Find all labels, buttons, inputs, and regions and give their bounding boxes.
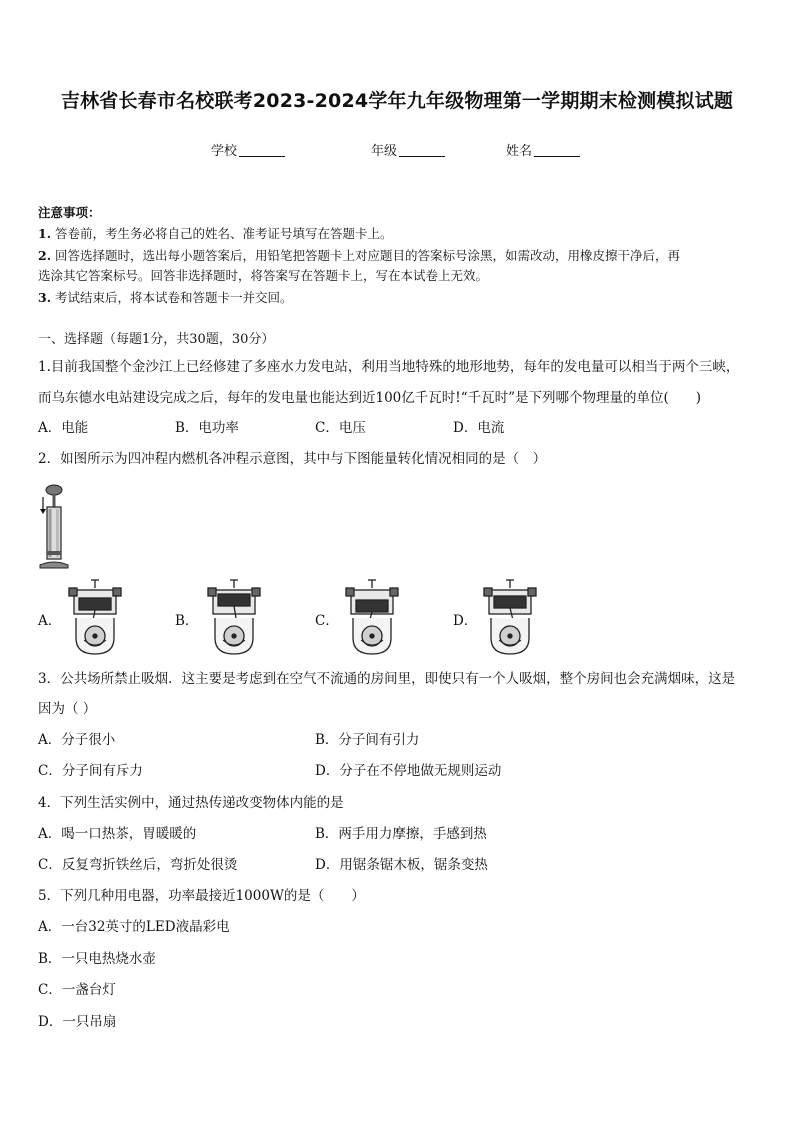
q5-option-a[interactable]: A．一台32英寸的LED液晶彩电 xyxy=(38,919,230,935)
school-label: 学校 xyxy=(211,144,238,159)
air-pump-figure xyxy=(36,483,72,569)
engine-diagram-d[interactable] xyxy=(481,578,539,656)
notice-title: 注意事项： xyxy=(38,205,101,220)
engine-diagram-b[interactable] xyxy=(205,578,263,656)
q1-option-d[interactable]: D．电流 xyxy=(453,420,505,436)
engine-diagram-a[interactable] xyxy=(66,578,124,656)
page-title: 吉林省长春市名校联考2023-2024学年九年级物理第一学期期末检测模拟试题 xyxy=(60,90,734,112)
name-blank[interactable] xyxy=(534,144,580,157)
q4-option-d[interactable]: D．用锯条锯木板，锯条变热 xyxy=(315,857,488,873)
q3-stem-line2: 因为（ ） xyxy=(38,701,97,717)
q2-option-d[interactable]: D． xyxy=(453,613,478,629)
school-field xyxy=(211,140,285,159)
notice-item-2: 2. 回答选择题时，选出每小题答案后，用铅笔把答题卡上对应题目的答案标号涂黑，如需改动，用橡皮擦干净后，再 xyxy=(38,248,681,263)
q2-option-b[interactable]: B． xyxy=(175,613,199,629)
notice-item-1: 1. 答卷前，考生务必将自己的姓名、准考证号填写在答题卡上。 xyxy=(38,226,393,241)
engine-diagram-c[interactable] xyxy=(343,578,401,656)
q3-stem-line1: 3．公共场所禁止吸烟．这主要是考虑到在空气不流通的房间里，即使只有一个人吸烟，整个房间也会充满烟味，这是 xyxy=(38,671,736,687)
name-label: 姓名 xyxy=(506,144,533,159)
q5-option-d[interactable]: D．一只吊扇 xyxy=(38,1014,117,1030)
q4-stem: 4．下列生活实例中，通过热传递改变物体内能的是 xyxy=(38,795,344,811)
q3-option-a[interactable]: A．分子很小 xyxy=(38,732,116,748)
q3-option-d[interactable]: D．分子在不停地做无规则运动 xyxy=(315,763,502,779)
grade-field xyxy=(371,140,445,159)
q1-option-a[interactable]: A．电能 xyxy=(38,420,89,436)
q2-stem: 2．如图所示为四冲程内燃机各冲程示意图，其中与下图能量转化情况相同的是（ ） xyxy=(38,451,547,467)
q5-stem: 5．下列几种用电器，功率最接近1000W的是（ ） xyxy=(38,888,365,904)
notice-item-2-cont: 选涂其它答案标号。回答非选择题时，将答案写在答题卡上，写在本试卷上无效。 xyxy=(38,268,489,283)
name-field xyxy=(506,140,580,159)
q1-option-c[interactable]: C．电压 xyxy=(315,420,366,436)
grade-label: 年级 xyxy=(371,144,398,159)
q2-option-c[interactable]: C． xyxy=(315,613,339,629)
q4-option-c[interactable]: C．反复弯折铁丝后，弯折处很烫 xyxy=(38,857,238,873)
q4-option-a[interactable]: A．喝一口热茶，胃暖暖的 xyxy=(38,826,197,842)
school-blank[interactable] xyxy=(239,144,285,157)
q2-option-a[interactable]: A． xyxy=(38,613,62,629)
q4-option-b[interactable]: B．两手用力摩擦，手感到热 xyxy=(315,826,487,842)
notice-item-3: 3. 考试结束后，将本试卷和答题卡一并交回。 xyxy=(38,290,293,305)
q1-option-b[interactable]: B．电功率 xyxy=(175,420,239,436)
q1-stem-line1: 1.目前我国整个金沙江上已经修建了多座水力发电站，利用当地特殊的地形地势，每年的发电量可以相当于两个三峡， xyxy=(38,359,740,375)
grade-blank[interactable] xyxy=(399,144,445,157)
q5-option-c[interactable]: C．一盏台灯 xyxy=(38,982,116,998)
section-heading: 一、选择题（每题1分，共30题，30分） xyxy=(38,332,275,347)
q3-option-b[interactable]: B．分子间有引力 xyxy=(315,732,420,748)
q3-option-c[interactable]: C．分子间有斥力 xyxy=(38,763,143,779)
q1-stem-line2: 而乌东德水电站建设完成之后，每年的发电量也能达到近100亿千瓦时!“千瓦时”是下列哪个物理量的单位( ) xyxy=(38,390,702,406)
q5-option-b[interactable]: B．一只电热烧水壶 xyxy=(38,951,156,967)
